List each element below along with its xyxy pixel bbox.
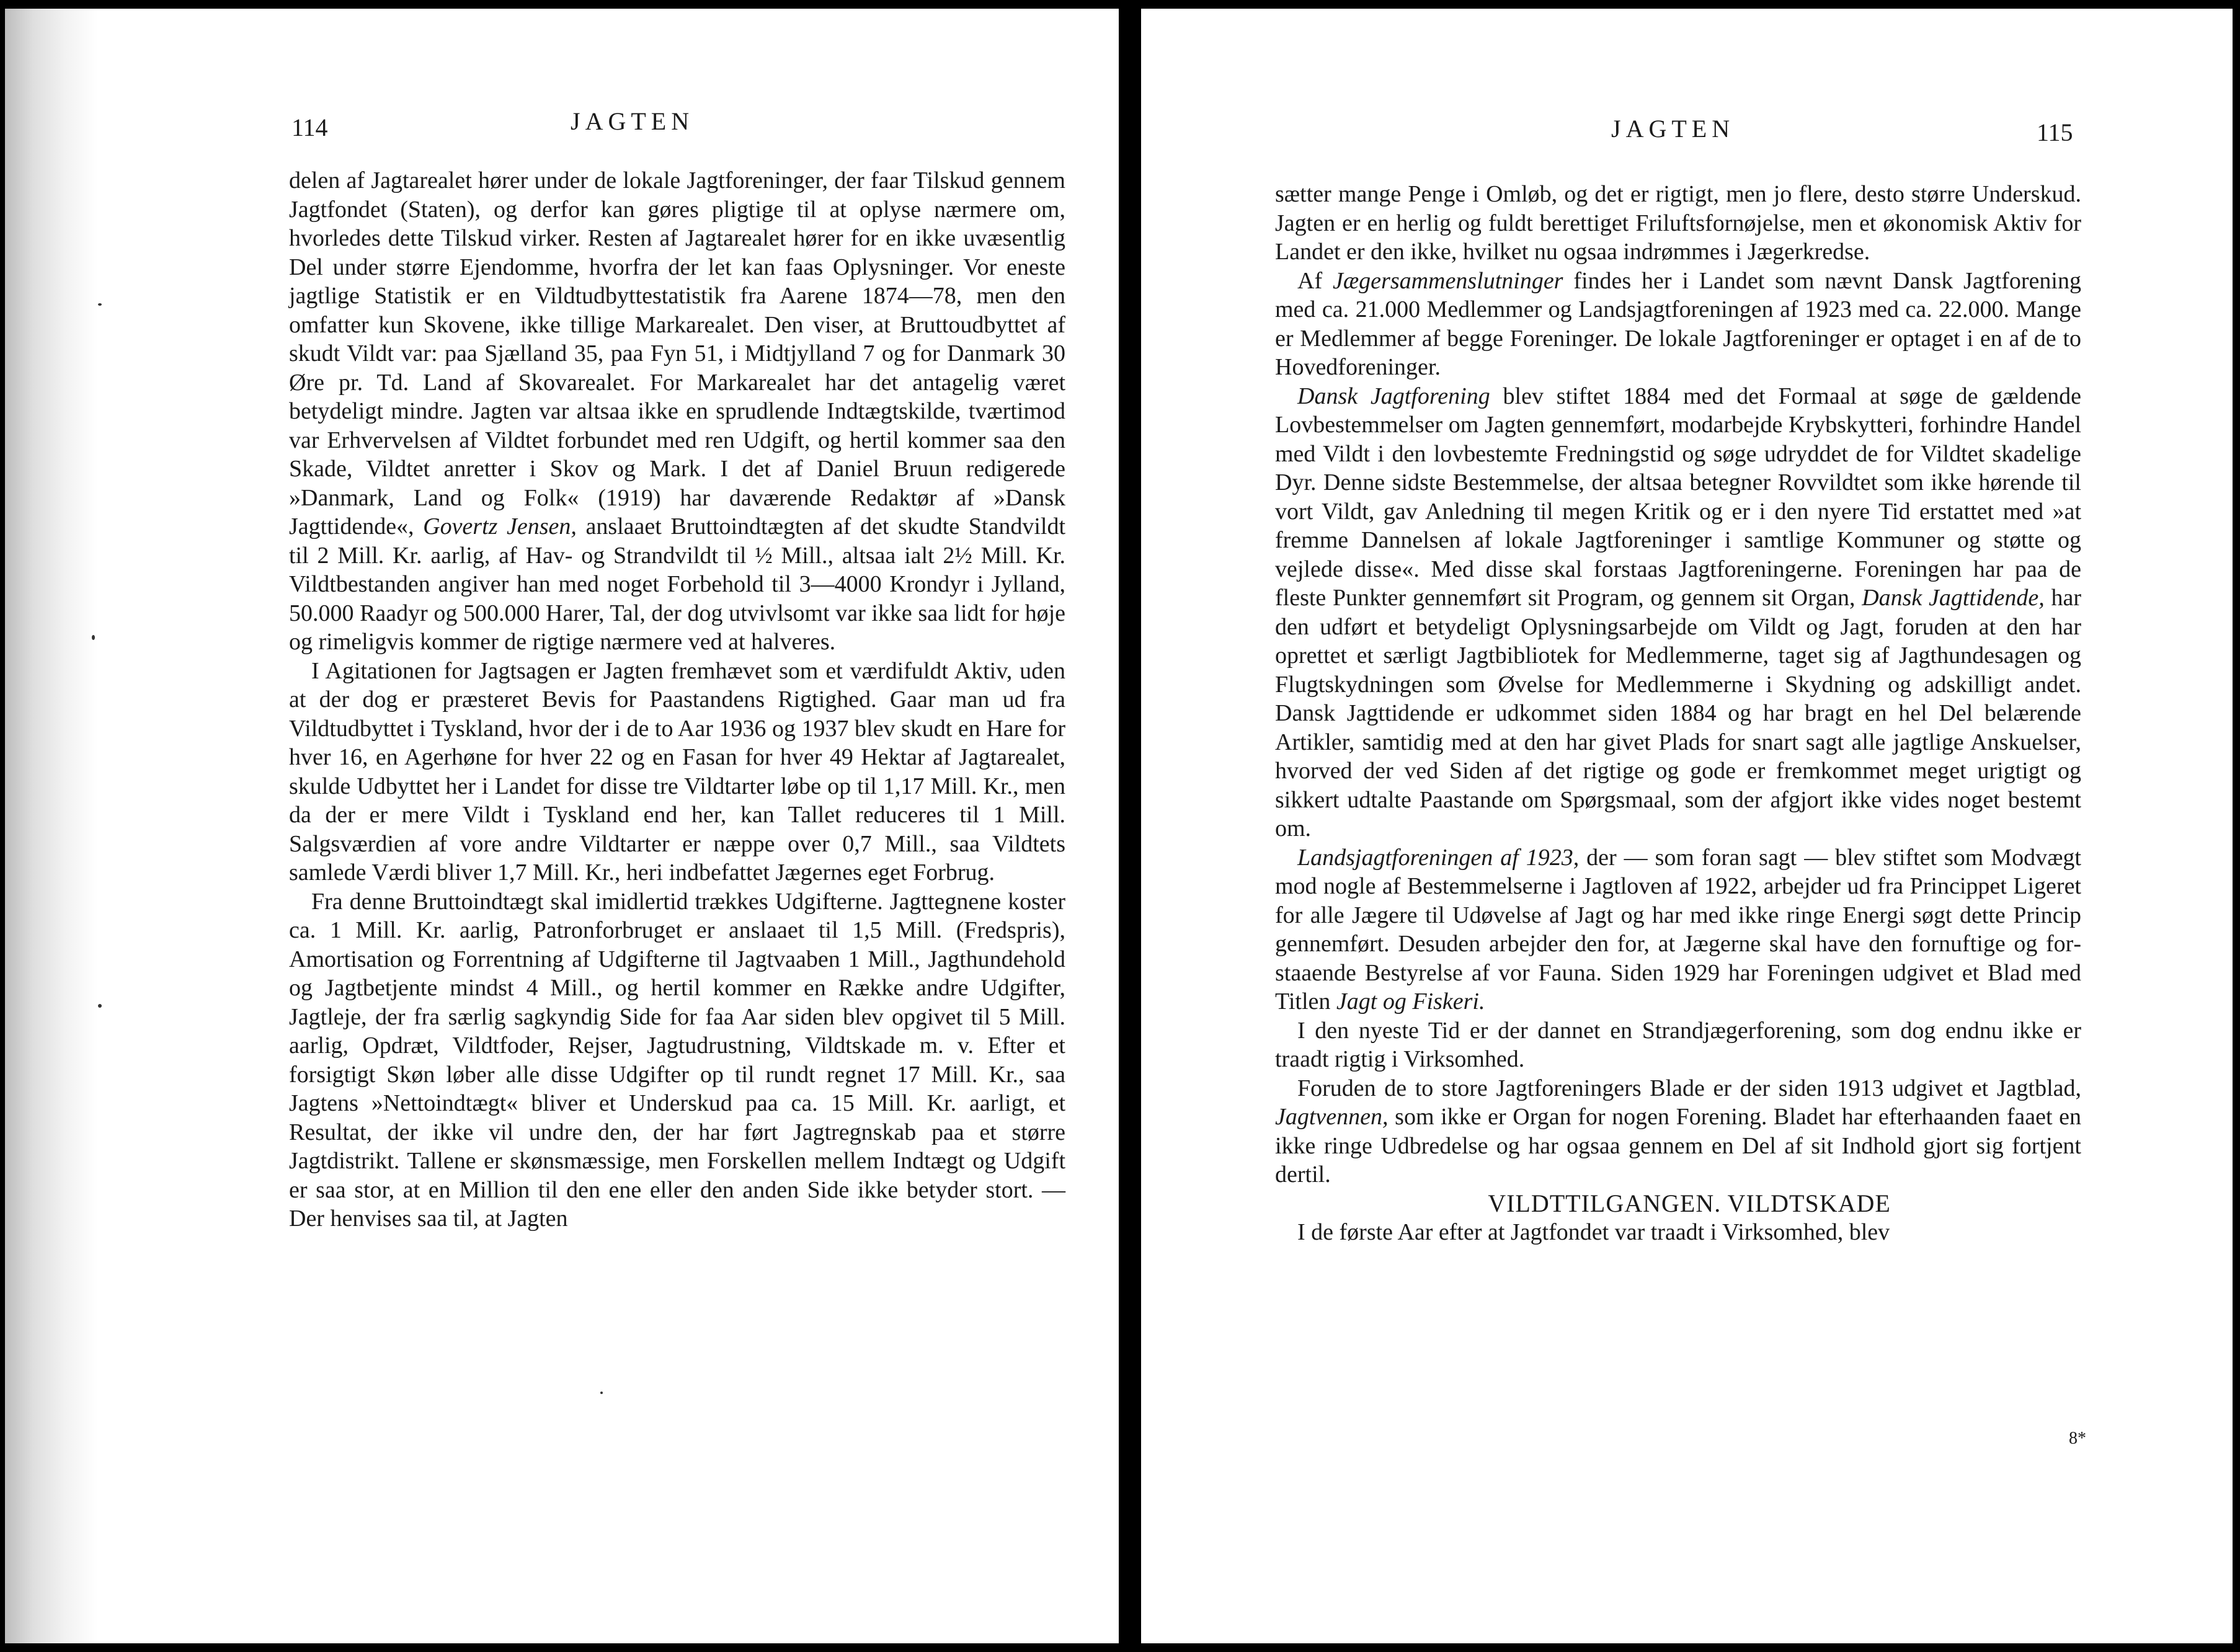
paragraph-left-1: delen af Jagtarealet hører under de lokale Jagtforeninger, der faar Tilskud gennem Jagtfondet (Staten), og derfor kan gøres pligtige til at oplyse nærmere om, hvorledes dette Tilskud virker. Resten af Jagtarealet hører for en ikke uvæsentlig Del under større Ejendomme, hvorfra der let kan faas Oplysninger. Vor eneste jagtlige Statistik er en Vildtudbyttestatistik fra Aarene 1874—78, men den omfatter kun Skovene, ikke tillige Markarealet. Den viser, at Bruttoudbyttet af skudt Vildt var: paa Sjælland 35, paa Fyn 51, i Midtjylland 7 og for Danmark 30 Øre pr. Td. Land af Skovarealet. For Markarealet har det antagelig været betydeligt mindre. Jagten var altsaa ikke en sprudlende Indtægtskilde, tværtimod var Erhvervelsen af Vildtet forbundet med ren Udgift, og hertil kommer saa den Skade, Vildtet anretter i Skov og Mark. I det af Daniel Bruun redigerede »Danmark, Land og Folk« (1919) har daværende Redaktør af »Dansk Jagttidende«, Govertz Jensen, anslaaet Bruttoindtægten af det skudte Standvildt til 2 Mill. Kr. aarlig, af Hav- og Strandvildt til ½ Mill., altsaa ialt 2½ Mill. Kr. Vildtbestanden angiver han med noget Forbehold til 3—4000 Krondyr i Jylland, 50.000 Raadyr og 500.000 Harer, Tal, der dog utvivlsomt var ikke saa lidt for høje og rimeligvis kommer de rigtige nærmere ved at halveres. bbox=[289, 167, 1065, 655]
paragraph-right-3: Dansk Jagtforening blev stiftet 1884 med det Formaal at søge de gældende Lovbestemmelser om Jagten gennemført, modarbejde Krybskytteri, forhindre Handel med Vildt i den lovbestemte Fredningstid og søge udryddet de for Vildtet skadelige Dyr. Denne sidste Bestemmelse, der altsaa betegner Rovvildtet som ikke hørende til vort Vildt, gav Anledning til megen Kritik og er i den nyere Tid erstattet med »at fremme Dannelsen af lokale Jagtforeninger i samtlige Kommuner og støtte og vejlede disse«. Med disse skal forstaas Jagtforeningerne. Foreningen har paa de fleste Punkter gennemført sit Program, og gennem sit Organ, Dansk Jagttidende, har den udført et betydeligt Oplysningsarbejde om Vildt og Jagt, foruden at den har oprettet et særligt Jagtbibliotek for Medlemmerne, taget sig af Jagthundesagen og Flugtskydningen som Øvelse for Medlemmerne i Skydning og adskilligt andet. Dansk Jagttidende er udkommet siden 1884 og har bragt en hel Del belærende Artikler, samtidig med at den har givet Plads for snart sagt alle jagtlige Anskuelser, hvorved der ved Siden af det rigtige og gode er fremkommet meget urigtigt og sikkert udtalte Paastande om Spørgsmaal, som der afgjort ikke vides noget bestemt om. bbox=[1275, 383, 2081, 842]
paragraph-left-3: Fra denne Bruttoindtægt skal imidlertid trækkes Udgifterne. Jagttegnene koster ca. 1 Mill. Kr. aarlig, Patronforbruget er anslaaet til 1,5 Mill. (Fredspris), Amortisation og Forrentning af Udgifterne til Jagtvaaben 1 Mill., Jagthundehold og Jagtbetjente mindst 4 Mill., og hertil kommer en Række andre Udgifter, Jagtleje, der fra særlig sagkyndig Side for faa Aar siden blev opgivet til 5 Mill. aarlig, Opdræt, Vildtfoder, Rejser, Jagtudrustning, Vildtskade m. v. Efter et forsigtigt Skøn løber alle disse Udgifter op til rundt regnet 17 Mill. Kr., saa Jagtens »Nettoindtægt« bliver et Underskud paa ca. 15 Mill. Kr. aarligt, et Resultat, der ikke vil undre den, der har ført Jagtregnskab paa et større Jagtdistrikt. Tallene er skønsmæssige, men Forskellen mellem Indtægt og Udgift er saa stor, at en Million til den ene eller den anden Side ikke betyder stort. — Der henvises saa til, at Jagten bbox=[289, 888, 1065, 1232]
page-number-left: 114 bbox=[291, 113, 328, 141]
right-text-column bbox=[1275, 180, 2081, 1247]
scan-speck bbox=[98, 1004, 102, 1008]
page-number-right: 115 bbox=[2037, 118, 2073, 146]
signature-mark: 8* bbox=[2069, 1429, 2086, 1448]
scan-speck bbox=[92, 635, 95, 640]
paragraph-right-2: Af Jægersammenslutninger findes her i Landet som nævnt Dansk Jagtforening med ca. 21.000 Medlemmer og Landsjagtforeningen af 1923 med ca. 22.000. Mange er Medlemmer af begge Foreninger. De lokale Jagtforeninger er optaget i en af de to Hovedforeninger. bbox=[1275, 267, 2081, 380]
running-head-left: JAGTEN bbox=[571, 107, 695, 135]
paragraph-right-4: Landsjagtforeningen af 1923, der — som foran sagt — blev stiftet som Modvægt mod nogle af Bestemmelserne i Jagtloven af 1922, arbejder ud fra Princippet Ligeret for alle Jægere til Udøvelse af Jagt og har med ikke ringe Energi søgt dette Princip gennemført. Desuden arbejder den for, at Jægerne skal have den fornuftige og forstaaende Bestyrelse af vor Fauna. Siden 1929 har Foreningen udgivet et Blad med Titlen Jagt og Fiskeri. bbox=[1275, 844, 2081, 1015]
running-head-right: JAGTEN bbox=[1611, 115, 1735, 143]
paragraph-left-2: I Agitationen for Jagtsagen er Jagten fremhævet som et værdifuldt Aktiv, uden at der dog er præsteret Bevis for Paastandens Rigtighed. Gaar man ud fra Vildtudbyttet i Tyskland, hvor der i de to Aar 1936 og 1937 blev skudt en Hare for hver 16, en Agerhøne for hver 22 og en Fasan for hver 49 Hektar af Jagtarealet, skulde Udbyttet her i Landet for disse tre Vildtarter løbe op til 1,17 Mill. Kr., men da der er mere Vildt i Tyskland end her, kan Tallet reduceres til 1 Mill. Salgsværdien af vore andre Vildtarter er næppe over 0,7 Mill., saa Vildtets samlede Værdi bliver 1,7 Mill. Kr., heri indbefattet Jægernes eget Forbrug. bbox=[289, 657, 1065, 886]
paragraph-right-6: Foruden de to store Jagtforeningers Blade er der siden 1913 udgivet et Jagtblad, Jagtvennen, som ikke er Organ for nogen Forening. Bladet har efterhaanden faaet en ikke ringe Udbredelse og har ogsaa gennem en Del af sit Indhold gjort sig fortjent dertil. bbox=[1275, 1075, 2081, 1188]
scan-speck bbox=[98, 303, 102, 306]
left-text-column bbox=[289, 166, 1065, 1233]
paragraph-after-heading: I de første Aar efter at Jagtfondet var traadt i Virksomhed, blev bbox=[1297, 1219, 1890, 1245]
section-heading: VILDTTILGANGEN. VILDTSKADE bbox=[1488, 1189, 1891, 1217]
right-page bbox=[1141, 9, 2233, 1643]
scan-speck bbox=[600, 1392, 603, 1394]
paragraph-right-5: I den nyeste Tid er der dannet en Strandjægerforening, som dog endnu ikke er traadt rigtig i Virksomhed. bbox=[1275, 1017, 2081, 1072]
paragraph-right-1: sætter mange Penge i Omløb, og det er rigtigt, men jo flere, desto større Underskud. Jagten er en herlig og fuldt berettiget Friluftsfornøjelse, men et økonomisk Aktiv for Landet er den ikke, hvilket nu ogsaa indrømmes i Jægerkredse. bbox=[1275, 181, 2081, 265]
left-page bbox=[5, 9, 1119, 1643]
